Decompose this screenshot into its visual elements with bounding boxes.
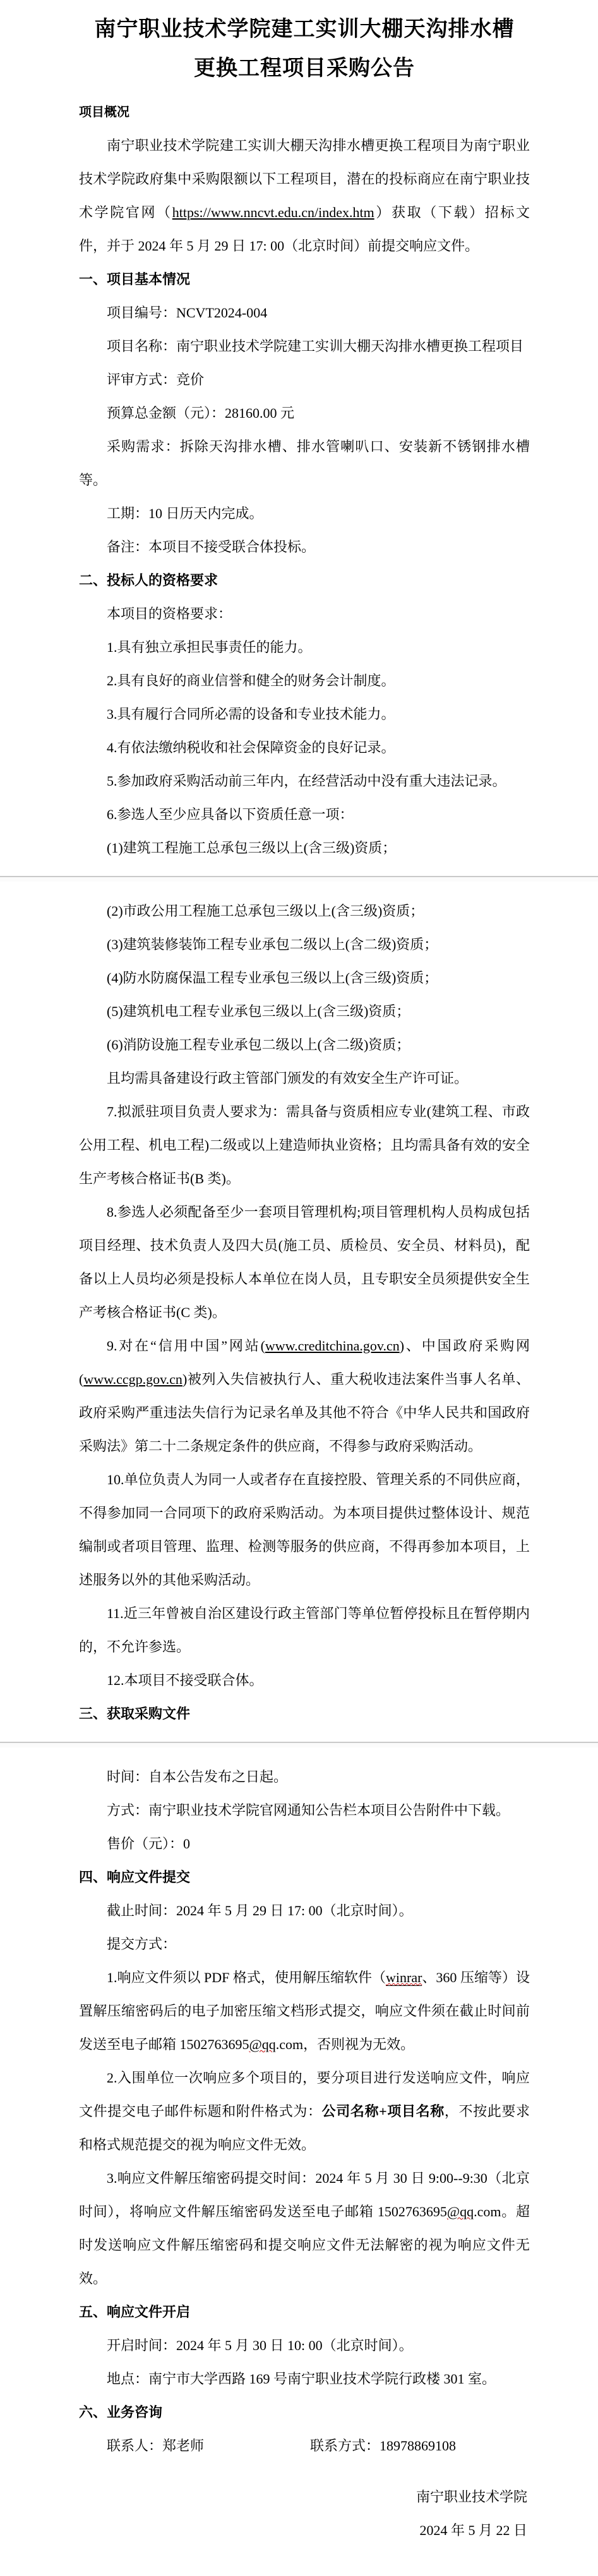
qualification-option-1 xyxy=(79,831,530,865)
text-segment: 预算总金额（元）：28160.00 元 xyxy=(107,405,295,421)
text-segment: 、360 压缩等）设置解压缩密码后的电子加密压缩文档形式提交，响应文件须在截止时间前发送至电子邮箱 1502763695 xyxy=(79,1970,530,2052)
text-segment: 2024 年 5 月 22 日 xyxy=(419,2522,527,2538)
text-segment: 地点：南宁市大学西路 169 号南宁职业技术学院行政楼 301 室。 xyxy=(107,2371,496,2387)
text-segment: 项目概况 xyxy=(79,105,129,119)
submit-rule-3 xyxy=(79,2161,530,2295)
text-segment: 三、获取采购文件 xyxy=(79,1706,191,1722)
text-segment: 提交方式： xyxy=(107,1936,177,1952)
procurement-requirements xyxy=(79,430,530,497)
text-segment: 开启时间：2024 年 5 月 30 日 10: 00（北京时间）。 xyxy=(107,2337,413,2353)
qualification-item-3 xyxy=(79,697,530,731)
winrar-term: winrar xyxy=(386,1970,422,1985)
qualification-item-12 xyxy=(79,1663,530,1697)
section-6-heading xyxy=(79,2396,530,2429)
qualification-item-11 xyxy=(79,1597,530,1663)
text-segment: 3.响应文件解压缩密码提交时间：2024 年 5 月 30 日 9:00--9:30（北京时间），将响应文件解压缩密码发送至电子邮箱 1502763695 xyxy=(79,2170,530,2219)
submit-method-label xyxy=(79,1927,530,1961)
contact-row xyxy=(79,2429,530,2462)
text-segment: 项目编号：NCVT2024-004 xyxy=(107,305,268,321)
text-segment: (5)建筑机电工程专业承包三级以上(含三级)资质； xyxy=(107,1003,410,1019)
text-segment: 本项目的资格要求： xyxy=(107,606,232,622)
section-1-heading xyxy=(79,263,530,296)
submit-rule-1 xyxy=(79,1961,530,2061)
spacer xyxy=(79,2462,530,2480)
text-segment: 四、响应文件提交 xyxy=(79,1869,191,1885)
text-segment: 12.本项目不接受联合体。 xyxy=(107,1672,263,1688)
construction-period xyxy=(79,497,530,530)
submit-deadline xyxy=(79,1894,530,1927)
text-segment: 9.对在“信用中国”网站( xyxy=(107,1338,265,1354)
text-segment: )被列入失信被执行人、重大税收违法案件当事人名单、政府采购严重违法失信行为记录名单及其他不符合《中华人民共和国政府采购法》第二十二条规定条件的供应商，不得参与政府采购活动。 xyxy=(79,1371,530,1454)
qualification-option-5 xyxy=(79,995,530,1028)
text-segment: 且均需具备建设行政主管部门颁发的有效安全生产许可证。 xyxy=(107,1070,469,1086)
text-segment: 售价（元）：0 xyxy=(107,1836,191,1852)
official-site-url[interactable]: https://www.nncvt.edu.cn/index.htm xyxy=(172,204,374,220)
qualification-item-5 xyxy=(79,764,530,798)
text-segment: .com，否则视为无效。 xyxy=(275,2036,415,2052)
page-title xyxy=(79,10,530,88)
budget-total xyxy=(79,396,530,430)
text-segment: 11.近三年曾被自治区建设行政主管部门等单位暂停投标且在暂停期内的，不允许参选。 xyxy=(79,1605,530,1655)
review-method xyxy=(79,363,530,396)
text-segment: 采购需求：拆除天沟排水槽、排水管喇叭口、安装新不锈钢排水槽等。 xyxy=(79,439,530,488)
qualification-item-2 xyxy=(79,664,530,697)
qualification-option-6 xyxy=(79,1028,530,1061)
qualification-item-8 xyxy=(79,1195,530,1329)
qualification-item-7 xyxy=(79,1095,530,1195)
signature-org xyxy=(79,2480,530,2514)
qualification-option-4 xyxy=(79,961,530,995)
text-segment: 3.具有履行合同所必需的设备和专业技术能力。 xyxy=(107,706,395,722)
text-segment: 备注：本项目不接受联合体投标。 xyxy=(107,539,316,555)
text-segment: 二、投标人的资格要求 xyxy=(79,572,218,588)
text-segment: 一、项目基本情况 xyxy=(79,271,191,287)
section-4-heading xyxy=(79,1860,530,1894)
qualification-option-note xyxy=(79,1061,530,1095)
email-title-format: 公司名称+项目名称 xyxy=(321,2103,445,2119)
ccgp-url[interactable]: www.ccgp.gov.cn xyxy=(83,1371,182,1387)
text-segment: 1.具有独立承担民事责任的能力。 xyxy=(107,639,312,655)
text-segment: (2)市政公用工程施工总承包三级以上(含三级)资质； xyxy=(107,903,424,919)
text-segment: 4.有依法缴纳税收和社会保障资金的良好记录。 xyxy=(107,740,395,755)
text-segment: 南宁职业技术学院建工实训大棚天沟排水槽更换工程项目为南宁职业技术学院政府集中采购限额以下工程项目，潜在的投标商应在南宁职业技术学院官网（ xyxy=(79,138,530,220)
text-segment: 六、业务咨询 xyxy=(79,2404,163,2420)
page-separator xyxy=(0,1742,598,1747)
text-segment: (6)消防设施工程专业承包二级以上(含二级)资质； xyxy=(107,1037,410,1053)
submit-rule-2 xyxy=(79,2061,530,2161)
page-title-line-1: 南宁职业技术学院建工实训大棚天沟排水槽 xyxy=(94,18,515,41)
qualification-item-6 xyxy=(79,798,530,831)
project-number xyxy=(79,296,530,329)
contact-person: 联系人：郑老师 xyxy=(107,2438,205,2454)
email-at-qq: @qq xyxy=(446,2204,474,2219)
text-segment: ）获取（下载）招标文件，并于 2024 年 5 月 29 日 17: 00（北京时间）前提交响应文件。 xyxy=(79,204,530,254)
text-segment: 5.参加政府采购活动前三年内，在经营活动中没有重大违法记录。 xyxy=(107,773,506,789)
text-segment: 评审方式：竞价 xyxy=(107,372,205,387)
text-segment: 五、响应文件开启 xyxy=(79,2304,191,2320)
qualification-option-2 xyxy=(79,894,530,928)
qualification-item-10 xyxy=(79,1463,530,1597)
text-segment: 2.入围单位一次响应多个项目的，要分项目进行发送响应文件，响应文件提交电子邮件标题和附件格式为： xyxy=(79,2070,530,2119)
signature-date xyxy=(79,2514,530,2547)
project-name xyxy=(79,329,530,363)
qualification-intro xyxy=(79,597,530,630)
section-2-heading xyxy=(79,564,530,597)
project-overview-heading xyxy=(79,96,530,129)
text-segment: 2.具有良好的商业信誉和健全的财务会计制度。 xyxy=(107,673,395,688)
qualification-item-9 xyxy=(79,1329,530,1463)
qualification-item-4 xyxy=(79,731,530,764)
text-segment: 6.参选人至少应具备以下资质任意一项： xyxy=(107,806,354,822)
open-location xyxy=(79,2362,530,2396)
page-separator xyxy=(0,876,598,882)
qualification-item-1 xyxy=(79,630,530,664)
section-5-heading xyxy=(79,2295,530,2329)
open-time xyxy=(79,2329,530,2362)
text-segment: ，不按此要求和格式规范提交的视为响应文件无效。 xyxy=(79,2103,530,2153)
creditchina-url[interactable]: www.creditchina.gov.cn xyxy=(265,1338,400,1354)
remark xyxy=(79,530,530,564)
text-segment: 7.拟派驻项目负责人要求为：需具备与资质相应专业(建筑工程、市政公用工程、机电工程)二级或以上建造师执业资格；且均需具备有效的安全生产考核合格证书(B 类)。 xyxy=(79,1104,530,1186)
project-overview-paragraph xyxy=(79,129,530,263)
section-3-heading xyxy=(79,1697,530,1730)
text-segment: 时间：自本公告发布之日起。 xyxy=(107,1769,288,1785)
contact-phone: 联系方式：18978869108 xyxy=(310,2438,457,2454)
text-segment: 8.参选人必须配备至少一套项目管理机构;项目管理机构人员构成包括项目经理、技术负责人及四大员(施工员、质检员、安全员、材料员)，配备以上人员均必须是投标人本单位在岗人员，且专职安全员须提供安全生产考核合格证书(C 类)。 xyxy=(79,1204,530,1320)
text-segment: .com。超时发送响应文件解压缩密码和提交响应文件无法解密的视为响应文件无效。 xyxy=(79,2204,530,2286)
text-segment: (3)建筑装修装饰工程专业承包二级以上(含二级)资质； xyxy=(107,936,438,952)
text-segment: 1.响应文件须以 PDF 格式，使用解压缩软件（ xyxy=(107,1970,386,1985)
text-segment: (1)建筑工程施工总承包三级以上(含三级)资质； xyxy=(107,840,397,856)
text-segment: 项目名称：南宁职业技术学院建工实训大棚天沟排水槽更换工程项目 xyxy=(107,338,524,354)
obtain-time xyxy=(79,1760,530,1793)
text-segment: )、中国政府采购网( xyxy=(79,1338,530,1387)
obtain-method xyxy=(79,1793,530,1827)
text-segment: 截止时间：2024 年 5 月 29 日 17: 00（北京时间）。 xyxy=(107,1903,413,1918)
text-segment: 南宁职业技术学院 xyxy=(416,2489,527,2505)
text-segment: 方式：南宁职业技术学院官网通知公告栏本项目公告附件中下载。 xyxy=(107,1802,510,1818)
text-segment: (4)防水防腐保温工程专业承包三级以上(含三级)资质； xyxy=(107,970,438,986)
text-segment: 10.单位负责人为同一人或者存在直接控股、管理关系的不同供应商，不得参加同一合同项下的政府采购活动。为本项目提供过整体设计、规范编制或者项目管理、监理、检测等服务的供应商，不得再参加本项目，上述服务以外的其他采购活动。 xyxy=(79,1472,530,1588)
qualification-option-3 xyxy=(79,928,530,961)
email-at-qq: @qq xyxy=(249,2036,276,2052)
obtain-price xyxy=(79,1827,530,1860)
doc-body xyxy=(79,96,530,2547)
page-title-line-2: 更换工程项目采购公告 xyxy=(194,57,415,80)
text-segment: 工期：10 日历天内完成。 xyxy=(107,505,263,521)
